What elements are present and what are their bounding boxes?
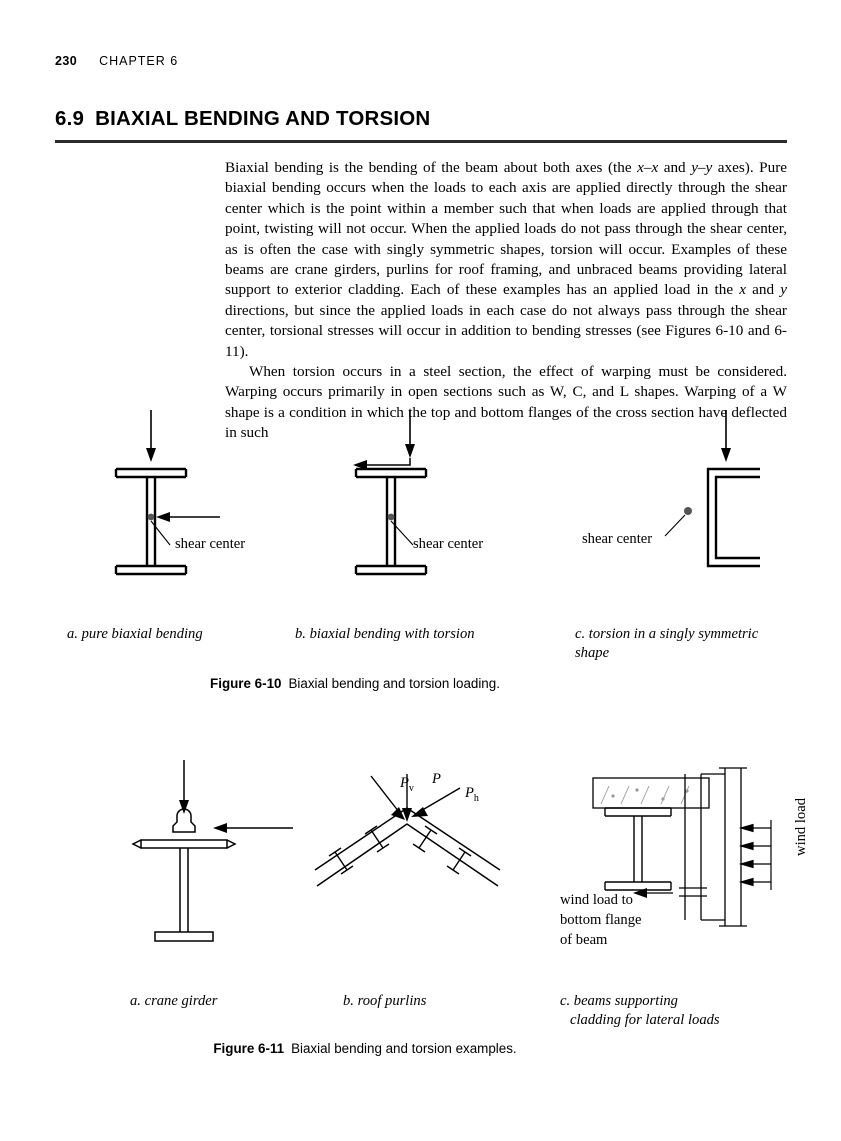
figure-6-10-number: Figure 6-10 [210, 676, 282, 691]
figure-6-11c-wind-load-label [560, 890, 641, 950]
figure-6-10 [55, 405, 787, 695]
paragraph-1 [225, 158, 787, 362]
figure-6-10a-caption: a. pure biaxial bending [67, 626, 203, 642]
section-title: BIAXIAL BENDING AND TORSION [95, 107, 431, 130]
figure-6-10-title [55, 676, 655, 691]
figure-6-11b-load-pv: $P_v$ [400, 775, 414, 794]
figure-6-10b-drawing [320, 405, 560, 590]
p1-seg2: and [658, 159, 692, 176]
body-text [225, 158, 787, 444]
figure-6-11c-caption-line1: c. beams supporting [560, 993, 678, 1009]
wind-load-line3: of beam [560, 932, 608, 948]
figure-6-10c-caption-line2: shape [575, 645, 610, 661]
wind-load-line1: wind load to [560, 892, 633, 908]
p1-ital-yy: y–y [691, 159, 713, 176]
figure-6-11a-caption: a. crane girder [130, 993, 218, 1009]
paragraph-2: When torsion occurs in a steel section, the effect of warping must be considered. Warping occurs primarily in open sections such as W, C, and L shapes. Warping of a W shape is a condition in which the top and bottom flanges of the cross section have deflected in such [225, 363, 787, 442]
figure-6-10b-caption: b. biaxial bending with torsion [295, 626, 475, 642]
p1-ital-xx: x–x [637, 159, 659, 176]
p1-seg3: axes). Pure biaxial bending occurs when the loads to each axis are applied directly through the shear center which is the point within a member such that when loads are applied through that point, twisting will not occur. When the applied loads do not pass through the shear center, as is often the case with singly symmetric shapes, torsion will occur. Examples of these beams are crane girders, purlins for roof framing, and unbraced beams providing lateral support to exterior cladding. Each of these examples has an applied load in the [225, 159, 787, 299]
figure-6-11-title [55, 1041, 675, 1056]
figure-6-11-title-text: Biaxial bending and torsion examples. [291, 1041, 517, 1056]
figure-6-10c-caption-line1: c. torsion in a singly symmetric [575, 626, 759, 642]
figure-6-10a-drawing [80, 405, 320, 590]
figure-6-11b-load-ph: $P_h$ [465, 785, 479, 804]
page-number: 230 [55, 54, 78, 68]
figure-6-11c-caption-line2: cladding for lateral loads [570, 1012, 720, 1028]
running-head [55, 54, 178, 68]
figure-6-11-number: Figure 6-11 [213, 1041, 285, 1056]
figure-6-11b-load-p: P [432, 771, 441, 787]
p1-seg4: and [746, 281, 781, 299]
p1-seg5: directions, but since the applied loads in each case do not always pass through the shear center, torsional stresses will occur in addition to bending stresses (see Figures 6-10 and 6-11). [225, 301, 787, 360]
p1-ital-y: y [780, 281, 787, 299]
section-number: 6.9 [55, 107, 85, 130]
heading-rule [55, 140, 787, 143]
figure-6-10c-drawing [575, 405, 795, 590]
figure-6-11 [55, 760, 809, 1080]
figure-6-10b-shear-center-label: shear center [413, 536, 484, 552]
figure-6-10-title-text: Biaxial bending and torsion loading. [288, 676, 500, 691]
wind-load-line2: bottom flange [560, 912, 642, 928]
figure-6-11c-wind-load-vertical-label: wind load [793, 798, 809, 856]
figure-6-11b-drawing [295, 760, 565, 970]
figure-6-10a-shear-center-label: shear center [175, 536, 246, 552]
chapter-label: CHAPTER 6 [99, 54, 179, 68]
figure-6-11b-caption: b. roof purlins [343, 993, 427, 1009]
figure-6-10c-caption [575, 625, 790, 663]
p1-ital-x: x [739, 281, 746, 299]
section-heading [55, 107, 787, 131]
figure-6-11c-caption [560, 992, 790, 1030]
p1-seg1: Biaxial bending is the bending of the beam about both axes (the [225, 159, 638, 176]
figure-6-10c-shear-center-label: shear center [582, 531, 653, 547]
